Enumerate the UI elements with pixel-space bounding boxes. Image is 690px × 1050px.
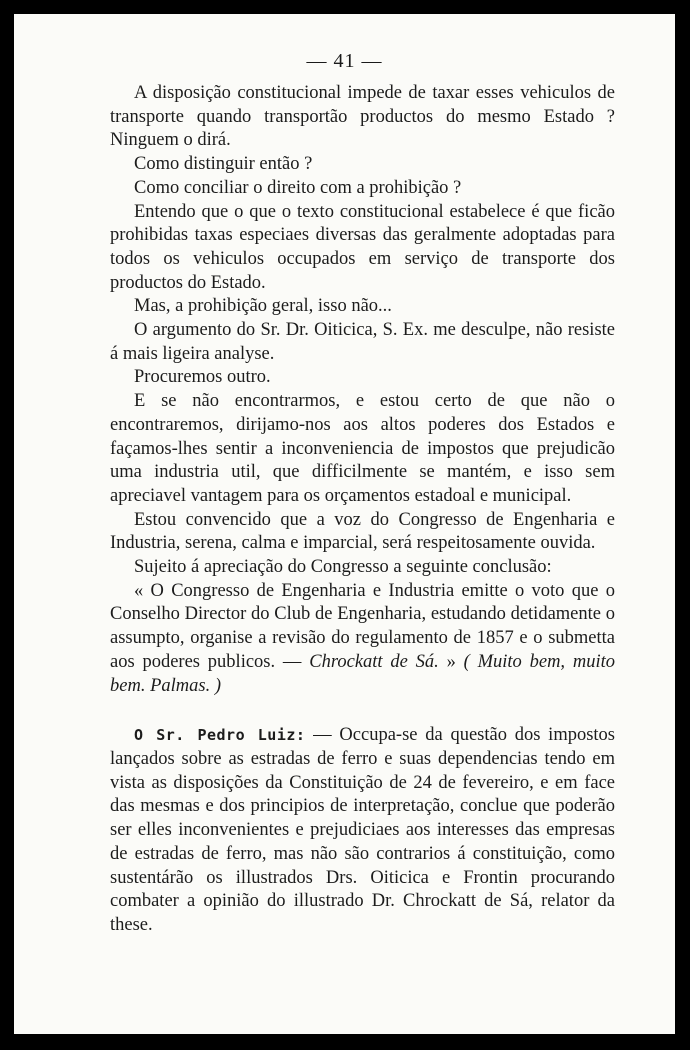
paragraph: Entendo que o que o texto constitucional estabelece é que ficão prohibidas taxas especiaes diversas das geralmente adoptadas para todos os vehiculos occupados em serviço de transporte dos productos do Estado.	[110, 201, 615, 293]
paragraph: E se não encontrarmos, e estou certo de que não o encontraremos, dirijamo-nos aos altos poderes dos Estados e façamos-lhes sentir a inconveniencia de impostos que prejudicão uma industria util, que difficilmente se mantém, e isso sem apreciavel vantagem para os orçamentos estadoal e municipal.	[110, 391, 615, 506]
page-number: — 41 —	[306, 50, 383, 72]
paragraph: Como distinguir então ?	[134, 154, 313, 175]
paragraph: A disposição constitucional impede de taxar esses vehiculos de transporte quando transportão productos do mesmo Estado ? Ninguem o dirá.	[110, 83, 615, 151]
audience-reaction: ( Muito bem, muito bem. Palmas. )	[110, 651, 616, 696]
conclusion-text: « O Congresso de Engenharia e Industria emitte o voto que o Conselho Director do Club de Engenharia, estudando detidamente o assumpto, organise a revisão do regulamento de 1857 e o submetta aos poderes publicos. —	[110, 580, 615, 672]
paragraph: Sujeito á apreciação do Congresso a seguinte conclusão:	[134, 557, 552, 578]
paragraph: O argumento do Sr. Dr. Oiticica, S. Ex. me desculpe, não resiste á mais ligeira analyse.	[110, 320, 615, 364]
document-page	[14, 14, 675, 1034]
speaker-name: O Sr. Pedro Luiz:	[134, 726, 306, 745]
paragraph: Mas, a prohibição geral, isso não...	[134, 296, 392, 317]
conclusion-close-quote: »	[438, 651, 464, 672]
speech-paragraph	[110, 724, 615, 937]
paragraph: Como conciliar o direito com a prohibição ?	[134, 177, 462, 198]
body-text	[110, 82, 615, 938]
conclusion-quote	[110, 580, 615, 699]
paragraph: Estou convencido que a voz do Congresso de Engenharia e Industria, serena, calma e imparcial, será respeitosamente ouvida.	[110, 509, 615, 554]
paragraph: Procuremos outro.	[134, 367, 271, 388]
speech-text: — Occupa-se da questão dos impostos lançados sobre as estradas de ferro e suas dependencias tendo em vista as disposições da Constituição de 24 de fevereiro, e em face das mesmas e dos principios de interpretação, conclue que poderão ser elles inconvenientes e prejudiciaes aos interesses das empresas de estradas de ferro, mas não são contrarios á constituição, como sustentárão os illustrados Drs. Oiticica e Frontin procurando combater a opinião do illustrado Dr. Chrockatt de Sá, relator da these.	[110, 725, 615, 935]
conclusion-signature: Chrockatt de Sá.	[309, 651, 439, 672]
